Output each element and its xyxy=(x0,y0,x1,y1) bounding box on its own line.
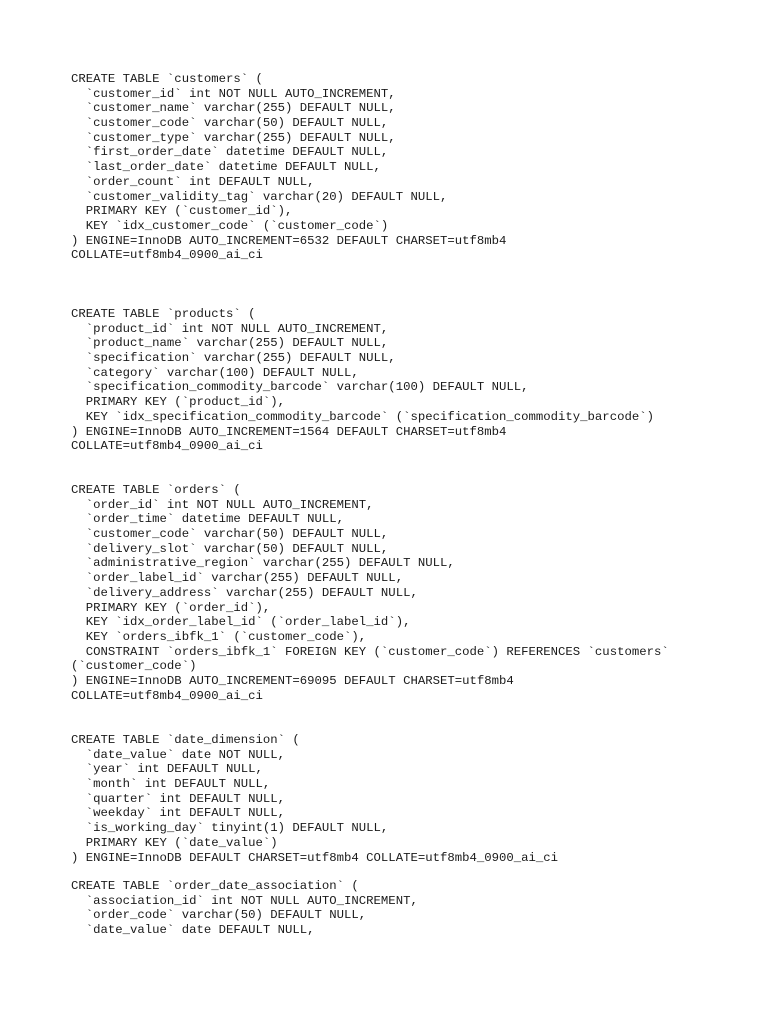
sql-line: `weekday` int DEFAULT NULL, xyxy=(71,806,286,821)
sql-line: `date_value` date DEFAULT NULL, xyxy=(71,923,315,938)
create-table-order-date-association-block xyxy=(71,879,761,938)
sql-line: `first_order_date` datetime DEFAULT NULL, xyxy=(71,145,389,160)
sql-line: `specification_commodity_barcode` varchar(100) DEFAULT NULL, xyxy=(71,380,529,395)
create-table-products-block xyxy=(71,307,761,454)
sql-line: (`customer_code`) xyxy=(71,659,197,674)
sql-line: `customer_code` varchar(50) DEFAULT NULL, xyxy=(71,527,389,542)
sql-line: `association_id` int NOT NULL AUTO_INCREMENT, xyxy=(71,893,418,908)
sql-line: CONSTRAINT `orders_ibfk_1` FOREIGN KEY (`customer_code`) REFERENCES `customers` xyxy=(71,644,669,659)
sql-line: ) ENGINE=InnoDB AUTO_INCREMENT=1564 DEFAULT CHARSET=utf8mb4 xyxy=(71,424,507,439)
create-table-customers-block xyxy=(71,72,761,263)
sql-line: ) ENGINE=InnoDB AUTO_INCREMENT=6532 DEFAULT CHARSET=utf8mb4 xyxy=(71,233,507,248)
sql-line: KEY `idx_customer_code` (`customer_code`) xyxy=(71,218,389,233)
sql-line: PRIMARY KEY (`product_id`), xyxy=(71,395,286,410)
sql-line: `order_label_id` varchar(255) DEFAULT NULL, xyxy=(71,571,404,586)
create-table-date-dimension-block xyxy=(71,733,761,865)
sql-line: KEY `orders_ibfk_1` (`customer_code`), xyxy=(71,629,367,644)
sql-line: COLLATE=utf8mb4_0900_ai_ci xyxy=(71,439,263,454)
sql-line: CREATE TABLE `customers` ( xyxy=(71,72,263,86)
sql-line: `delivery_address` varchar(255) DEFAULT NULL, xyxy=(71,585,418,600)
sql-line: `product_id` int NOT NULL AUTO_INCREMENT, xyxy=(71,321,389,336)
sql-line: PRIMARY KEY (`customer_id`), xyxy=(71,204,293,219)
sql-line: `customer_id` int NOT NULL AUTO_INCREMENT, xyxy=(71,86,396,101)
sql-line: COLLATE=utf8mb4_0900_ai_ci xyxy=(71,688,263,703)
create-table-orders-block xyxy=(71,483,761,703)
sql-line: CREATE TABLE `order_date_association` ( xyxy=(71,879,359,893)
sql-line: CREATE TABLE `products` ( xyxy=(71,307,256,321)
sql-line: `administrative_region` varchar(255) DEFAULT NULL, xyxy=(71,556,455,571)
sql-line: `order_code` varchar(50) DEFAULT NULL, xyxy=(71,908,367,923)
sql-line: KEY `idx_specification_commodity_barcode` (`specification_commodity_barcode`) xyxy=(71,409,654,424)
sql-line: `year` int DEFAULT NULL, xyxy=(71,762,263,777)
sql-line: `customer_type` varchar(255) DEFAULT NULL, xyxy=(71,130,396,145)
sql-line: `order_count` int DEFAULT NULL, xyxy=(71,174,315,189)
sql-line: ) ENGINE=InnoDB AUTO_INCREMENT=69095 DEFAULT CHARSET=utf8mb4 xyxy=(71,673,514,688)
sql-line: `order_time` datetime DEFAULT NULL, xyxy=(71,512,345,527)
sql-line: COLLATE=utf8mb4_0900_ai_ci xyxy=(71,248,263,263)
sql-line: `product_name` varchar(255) DEFAULT NULL, xyxy=(71,336,389,351)
sql-line: `month` int DEFAULT NULL, xyxy=(71,777,271,792)
sql-line: ) ENGINE=InnoDB DEFAULT CHARSET=utf8mb4 COLLATE=utf8mb4_0900_ai_ci xyxy=(71,850,559,865)
sql-line: CREATE TABLE `date_dimension` ( xyxy=(71,733,300,747)
sql-line: CREATE TABLE `orders` ( xyxy=(71,483,241,497)
sql-line: `specification` varchar(255) DEFAULT NULL, xyxy=(71,351,396,366)
sql-line: `order_id` int NOT NULL AUTO_INCREMENT, xyxy=(71,497,374,512)
sql-line: `last_order_date` datetime DEFAULT NULL, xyxy=(71,160,381,175)
sql-line: `quarter` int DEFAULT NULL, xyxy=(71,791,286,806)
sql-line: `customer_name` varchar(255) DEFAULT NULL, xyxy=(71,101,396,116)
sql-line: `customer_validity_tag` varchar(20) DEFAULT NULL, xyxy=(71,189,448,204)
sql-line: `category` varchar(100) DEFAULT NULL, xyxy=(71,365,359,380)
sql-line: `date_value` date NOT NULL, xyxy=(71,747,286,762)
sql-line: PRIMARY KEY (`order_id`), xyxy=(71,600,271,615)
sql-line: `customer_code` varchar(50) DEFAULT NULL, xyxy=(71,116,389,131)
sql-line: `is_working_day` tinyint(1) DEFAULT NULL, xyxy=(71,821,389,836)
sql-line: `delivery_slot` varchar(50) DEFAULT NULL, xyxy=(71,541,389,556)
sql-line: PRIMARY KEY (`date_value`) xyxy=(71,835,278,850)
sql-line: KEY `idx_order_label_id` (`order_label_id`), xyxy=(71,615,411,630)
